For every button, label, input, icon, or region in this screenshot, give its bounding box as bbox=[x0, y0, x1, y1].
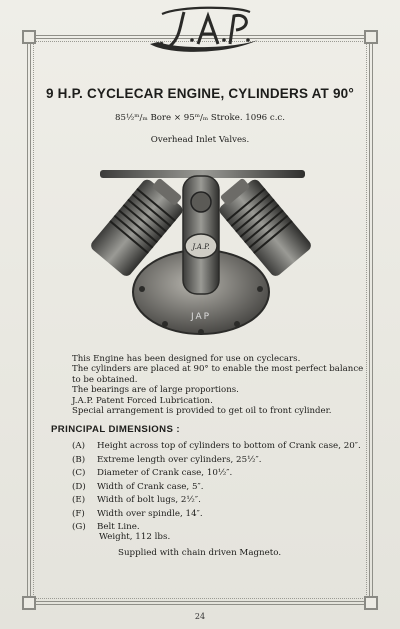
dimension-letter: (F) bbox=[72, 508, 85, 519]
dimension-text: Diameter of Crank case, 10½″. bbox=[97, 468, 233, 478]
dimension-text: Width over spindle, 14″. bbox=[97, 508, 203, 519]
description-line: The bearings are of large proportions. bbox=[72, 385, 239, 396]
page-number: 24 bbox=[194, 612, 206, 621]
dimension-text: Width of Crank case, 5″. bbox=[97, 481, 204, 492]
dimensions-list bbox=[72, 440, 372, 535]
dimension-row bbox=[72, 467, 372, 481]
principal-dimensions-heading: PRINCIPAL DIMENSIONS : bbox=[51, 424, 180, 435]
description-line: The cylinders are placed at 90° to enable the most perfect balance to be obtained. bbox=[72, 364, 364, 385]
page-title: 9 H.P. CYCLECAR ENGINE, CYLINDERS AT 90° bbox=[46, 86, 354, 101]
dimension-letter: (A) bbox=[72, 441, 86, 451]
jap-logo bbox=[140, 4, 265, 56]
valves-line: Overhead Inlet Valves. bbox=[150, 135, 250, 145]
engine-weight: Weight, 112 lbs. bbox=[99, 532, 171, 542]
dimension-text: Width of bolt lugs, 2½″. bbox=[97, 495, 201, 505]
dimension-text: Belt Line. bbox=[97, 522, 140, 532]
dimension-row bbox=[72, 494, 372, 508]
description-line: This Engine has been designed for use on cyclecars. bbox=[72, 354, 301, 364]
engine-description bbox=[72, 354, 372, 416]
dimension-text: Extreme length over cylinders, 25½″. bbox=[97, 454, 262, 465]
dimension-row bbox=[72, 508, 372, 522]
description-line: J.A.P. Patent Forced Lubrication. bbox=[72, 395, 213, 406]
magneto-note: Supplied with chain driven Magneto. bbox=[118, 548, 282, 558]
description-line: Special arrangement is provided to get oil to front cylinder. bbox=[72, 406, 332, 417]
dimension-letter: (D) bbox=[72, 481, 86, 492]
border-corner bbox=[22, 596, 36, 610]
border-corner bbox=[22, 30, 36, 44]
dimension-text: Height across top of cylinders to bottom of Crank case, 20″. bbox=[97, 441, 361, 451]
timing-badge-text: J.A.P. bbox=[192, 243, 210, 251]
dimension-row bbox=[72, 440, 372, 454]
dimension-letter: (B) bbox=[72, 454, 86, 465]
engine-illustration bbox=[70, 154, 332, 339]
bore-stroke-spec: 85½ᵐ/ₘ Bore × 95ᵐ/ₘ Stroke. 1096 c.c. bbox=[115, 113, 285, 123]
border-corner bbox=[364, 596, 378, 610]
dimension-letter: (C) bbox=[72, 468, 86, 478]
dimension-row bbox=[72, 481, 372, 495]
crankcase-badge-text: JAP bbox=[190, 312, 212, 322]
border-corner bbox=[364, 30, 378, 44]
dimension-row bbox=[72, 454, 372, 468]
dimension-letter: (E) bbox=[72, 495, 86, 505]
dimension-letter: (G) bbox=[72, 522, 86, 532]
